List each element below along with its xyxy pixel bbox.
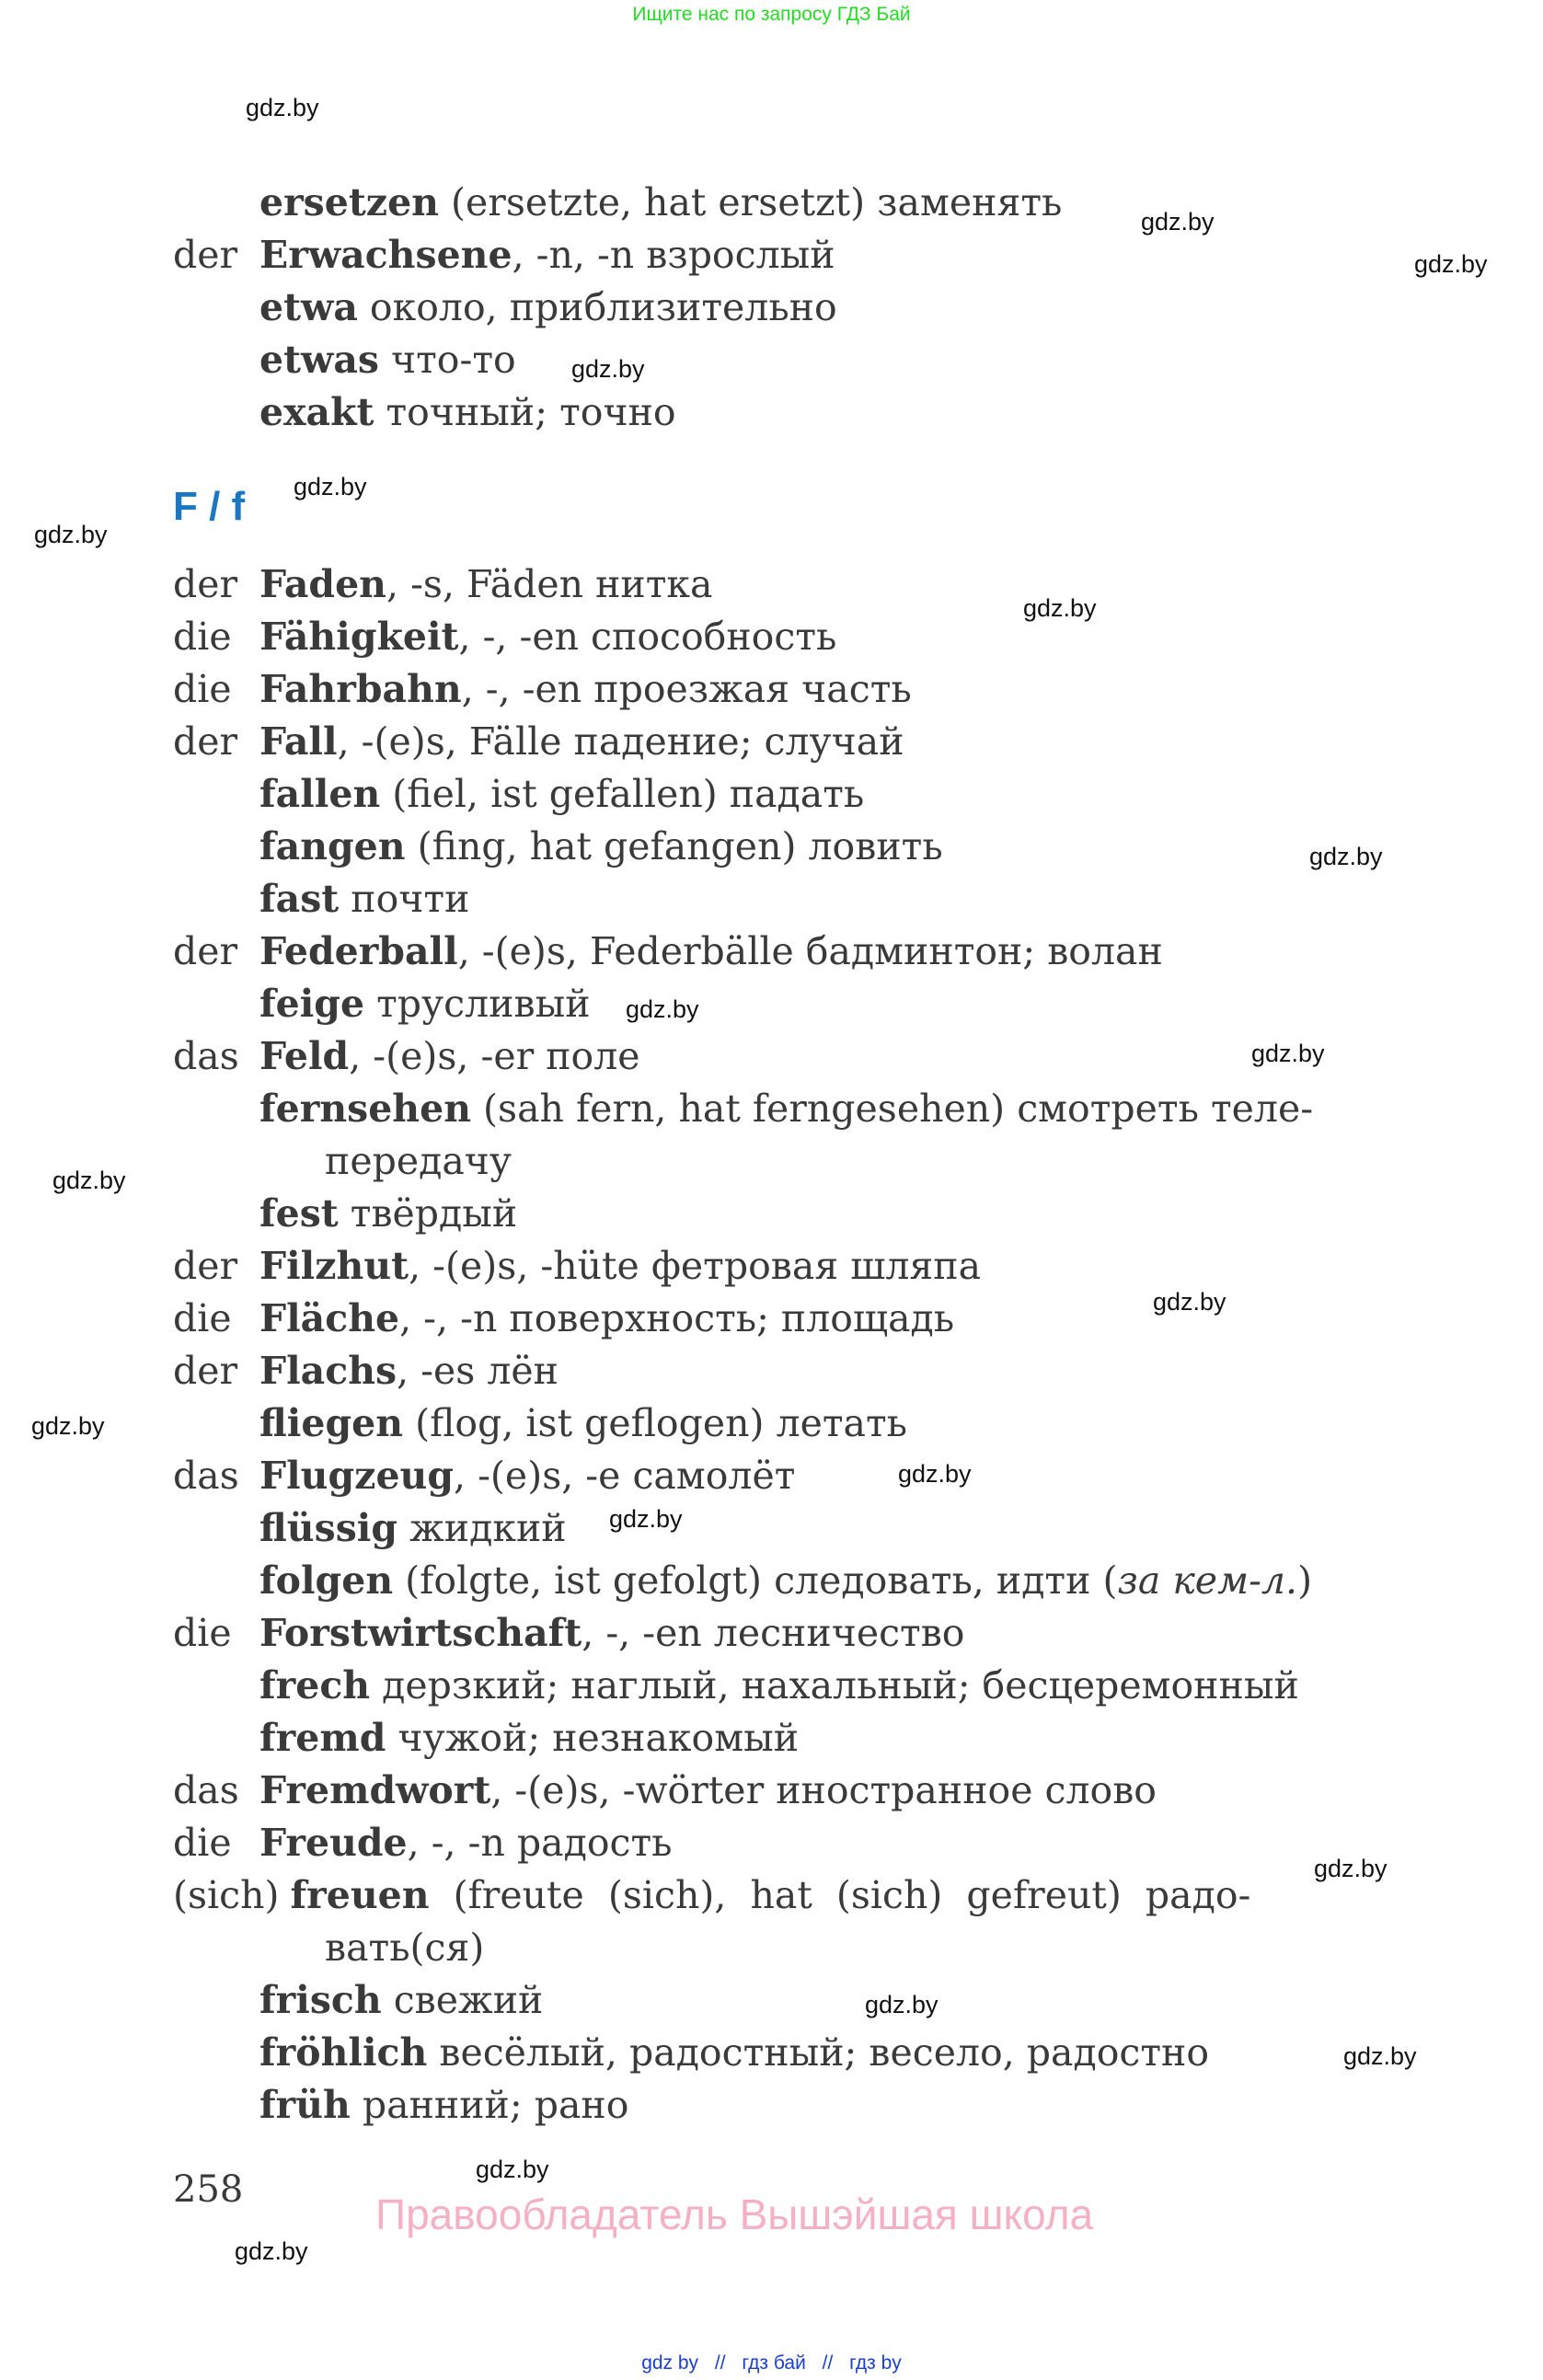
dictionary-entry (173, 390, 676, 434)
dictionary-entry (173, 877, 470, 921)
headword: Erwachsene (259, 233, 512, 277)
dictionary-entry (173, 1296, 955, 1340)
definition: свежий (381, 1978, 544, 2022)
watermark: gdz.by (898, 1460, 972, 1488)
dictionary-entry (173, 2030, 1210, 2075)
headword: Filzhut (259, 1244, 409, 1288)
dictionary-entry (173, 1611, 965, 1655)
footer-links (0, 2352, 1543, 2374)
definition: , -es лён (397, 1349, 559, 1393)
footer-link-gdz-bai[interactable]: гдз бай (742, 2352, 806, 2374)
watermark: gdz.by (626, 995, 699, 1023)
footer-link-gdz-by[interactable]: gdz by (641, 2352, 699, 2374)
entry-continuation: вать(ся) (325, 1926, 485, 1970)
headword: fangen (259, 824, 406, 868)
dictionary-entry (173, 1558, 1313, 1603)
article: (sich) (173, 1873, 280, 1917)
dictionary-entry (173, 1401, 908, 1445)
definition: , -n, -n взрослый (512, 233, 835, 277)
dictionary-entry (173, 615, 837, 659)
dictionary-entry (173, 667, 912, 711)
definition: , -(e)s, -er поле (349, 1034, 640, 1078)
headword: folgen (259, 1558, 394, 1603)
headword: frisch (259, 1978, 382, 2022)
article: der (173, 233, 238, 277)
dictionary-entry (173, 2083, 629, 2127)
article: die (173, 1821, 232, 1865)
headword: Forstwirtschaft (259, 1611, 582, 1655)
article: die (173, 1296, 232, 1340)
definition: (folgte, ist gefolgt) следовать, идти ( (393, 1558, 1118, 1603)
definition: дерзкий; наглый, нахальный; бесцеремонный (370, 1663, 1299, 1707)
dictionary-entry (173, 1349, 559, 1393)
definition: что-то (378, 338, 516, 382)
watermark: gdz.by (1309, 843, 1383, 870)
definition: , -, -n поверхность; площадь (399, 1296, 955, 1340)
definition: , -(e)s, Federbälle бадминтон; волан (457, 929, 1163, 973)
watermark: gdz.by (1343, 2042, 1417, 2070)
dictionary-entry (173, 929, 1163, 973)
definition: (ersetzte, hat ersetzt) заменять (438, 180, 1063, 224)
search-banner: Ищите нас по запросу ГДЗ Бай (632, 4, 911, 25)
definition: , -, -en проезжая часть (461, 667, 912, 711)
page-number: 258 (173, 2168, 244, 2211)
dictionary-entry (173, 1454, 796, 1498)
dictionary-entry (173, 1821, 673, 1865)
rights-notice: Правообладатель Вышэйшая школа (375, 2190, 1094, 2238)
dictionary-entry (173, 180, 1063, 224)
article: das (173, 1768, 239, 1812)
dictionary-entry (173, 233, 835, 277)
headword: fernsehen (259, 1087, 472, 1131)
dictionary-entry (173, 1663, 1299, 1707)
headword: Fläche (259, 1296, 400, 1340)
definition: , -, -en лесничество (582, 1611, 965, 1655)
definition: , -(e)s, -hüte фетровая шляпа (409, 1244, 982, 1288)
section-letter-heading: F / f (173, 484, 246, 529)
watermark: gdz.by (31, 1412, 105, 1440)
definition-italic: за кем-л. (1117, 1558, 1298, 1603)
headword: frech (259, 1663, 371, 1707)
article: der (173, 929, 238, 973)
watermark: gdz.by (476, 2156, 549, 2183)
watermark: gdz.by (34, 521, 108, 548)
watermark: gdz.by (1251, 1040, 1325, 1067)
watermark: gdz.by (865, 1991, 938, 2018)
article: der (173, 562, 238, 606)
dictionary-entry (173, 1034, 640, 1078)
headword: ersetzen (259, 180, 439, 224)
headword: Federball (259, 929, 458, 973)
headword: etwa (259, 285, 358, 329)
article: die (173, 667, 232, 711)
dictionary-entry (173, 1873, 1251, 1917)
headword: etwas (259, 338, 379, 382)
footer-separator: // (822, 2352, 834, 2374)
dictionary-entry (173, 1978, 544, 2022)
article: der (173, 719, 238, 764)
headword: flüssig (259, 1506, 398, 1550)
definition: , -(e)s, Fälle падение; случай (337, 719, 904, 764)
headword: fremd (259, 1716, 386, 1760)
definition: , -(e)s, -wörter иностранное слово (490, 1768, 1157, 1812)
headword: Flugzeug (259, 1454, 455, 1498)
definition: (sah fern, hat ferngesehen) смотреть теле- (471, 1087, 1314, 1131)
headword: fallen (259, 772, 381, 816)
watermark: gdz.by (1314, 1855, 1388, 1882)
watermark: gdz.by (52, 1167, 126, 1194)
headword: Flachs (259, 1349, 397, 1393)
headword: fast (259, 877, 340, 921)
headword: exakt (259, 390, 374, 434)
definition: (flog, ist geflogen) летать (403, 1401, 908, 1445)
article: das (173, 1454, 239, 1498)
headword: fröhlich (259, 2030, 428, 2075)
definition: ранний; рано (350, 2083, 629, 2127)
definition: весёлый, радостный; весело, радостно (427, 2030, 1210, 2075)
headword: früh (259, 2083, 351, 2127)
dictionary-entry (173, 1716, 800, 1760)
definition: почти (339, 877, 470, 921)
headword: Feld (259, 1034, 350, 1078)
watermark: gdz.by (571, 355, 645, 383)
definition: чужой; незнакомый (386, 1716, 800, 1760)
dictionary-entry (173, 285, 837, 329)
dictionary-entry (173, 1506, 567, 1550)
headword: Fall (259, 719, 338, 764)
dictionary-entry (173, 1087, 1314, 1131)
headword: Freude (259, 1821, 408, 1865)
headword: feige (259, 982, 365, 1026)
watermark: gdz.by (294, 473, 367, 500)
headword: fest (259, 1191, 339, 1236)
headword: Fremdwort (259, 1768, 491, 1812)
dictionary-entry (173, 338, 516, 382)
definition: жидкий (397, 1506, 567, 1550)
watermark: gdz.by (246, 94, 319, 121)
watermark: gdz.by (609, 1505, 683, 1533)
watermark: gdz.by (1023, 594, 1097, 622)
headword: Fähigkeit (259, 615, 459, 659)
definition: твёрдый (338, 1191, 518, 1236)
article: der (173, 1244, 238, 1288)
dictionary-entry (173, 719, 904, 764)
definition: (fing, hat gefangen) ловить (405, 824, 943, 868)
definition: , -, -n радость (407, 1821, 673, 1865)
dictionary-entry (173, 562, 713, 606)
article: die (173, 1611, 232, 1655)
definition: (freute (sich), hat (sich) gefreut) радо- (429, 1873, 1251, 1917)
article: die (173, 615, 232, 659)
headword: Fahrbahn (259, 667, 462, 711)
watermark: gdz.by (235, 2237, 308, 2265)
definition-tail: ) (1297, 1558, 1313, 1603)
dictionary-entry (173, 1768, 1157, 1812)
definition: точный; точно (374, 390, 676, 434)
article: das (173, 1034, 239, 1078)
dictionary-entry (173, 824, 943, 868)
headword: fliegen (259, 1401, 404, 1445)
footer-link-gdz-by-cyr[interactable]: гдз by (849, 2352, 902, 2374)
entry-continuation: передачу (325, 1139, 512, 1183)
headword: freuen (290, 1873, 430, 1917)
headword: Faden (259, 562, 386, 606)
dictionary-entry (173, 982, 591, 1026)
dictionary-entry (173, 1244, 982, 1288)
definition: , -s, Fäden нитка (386, 562, 713, 606)
definition: , -(e)s, -e самолёт (454, 1454, 796, 1498)
watermark: gdz.by (1141, 208, 1215, 236)
definition: , -, -en способность (458, 615, 837, 659)
dictionary-entry (173, 1191, 518, 1236)
definition: трусливый (364, 982, 591, 1026)
footer-separator: // (714, 2352, 726, 2374)
watermark: gdz.by (1414, 250, 1488, 278)
definition: (fiel, ist gefallen) падать (380, 772, 865, 816)
watermark: gdz.by (1153, 1288, 1226, 1316)
dictionary-entry (173, 772, 865, 816)
article: der (173, 1349, 238, 1393)
definition: около, приблизительно (357, 285, 837, 329)
